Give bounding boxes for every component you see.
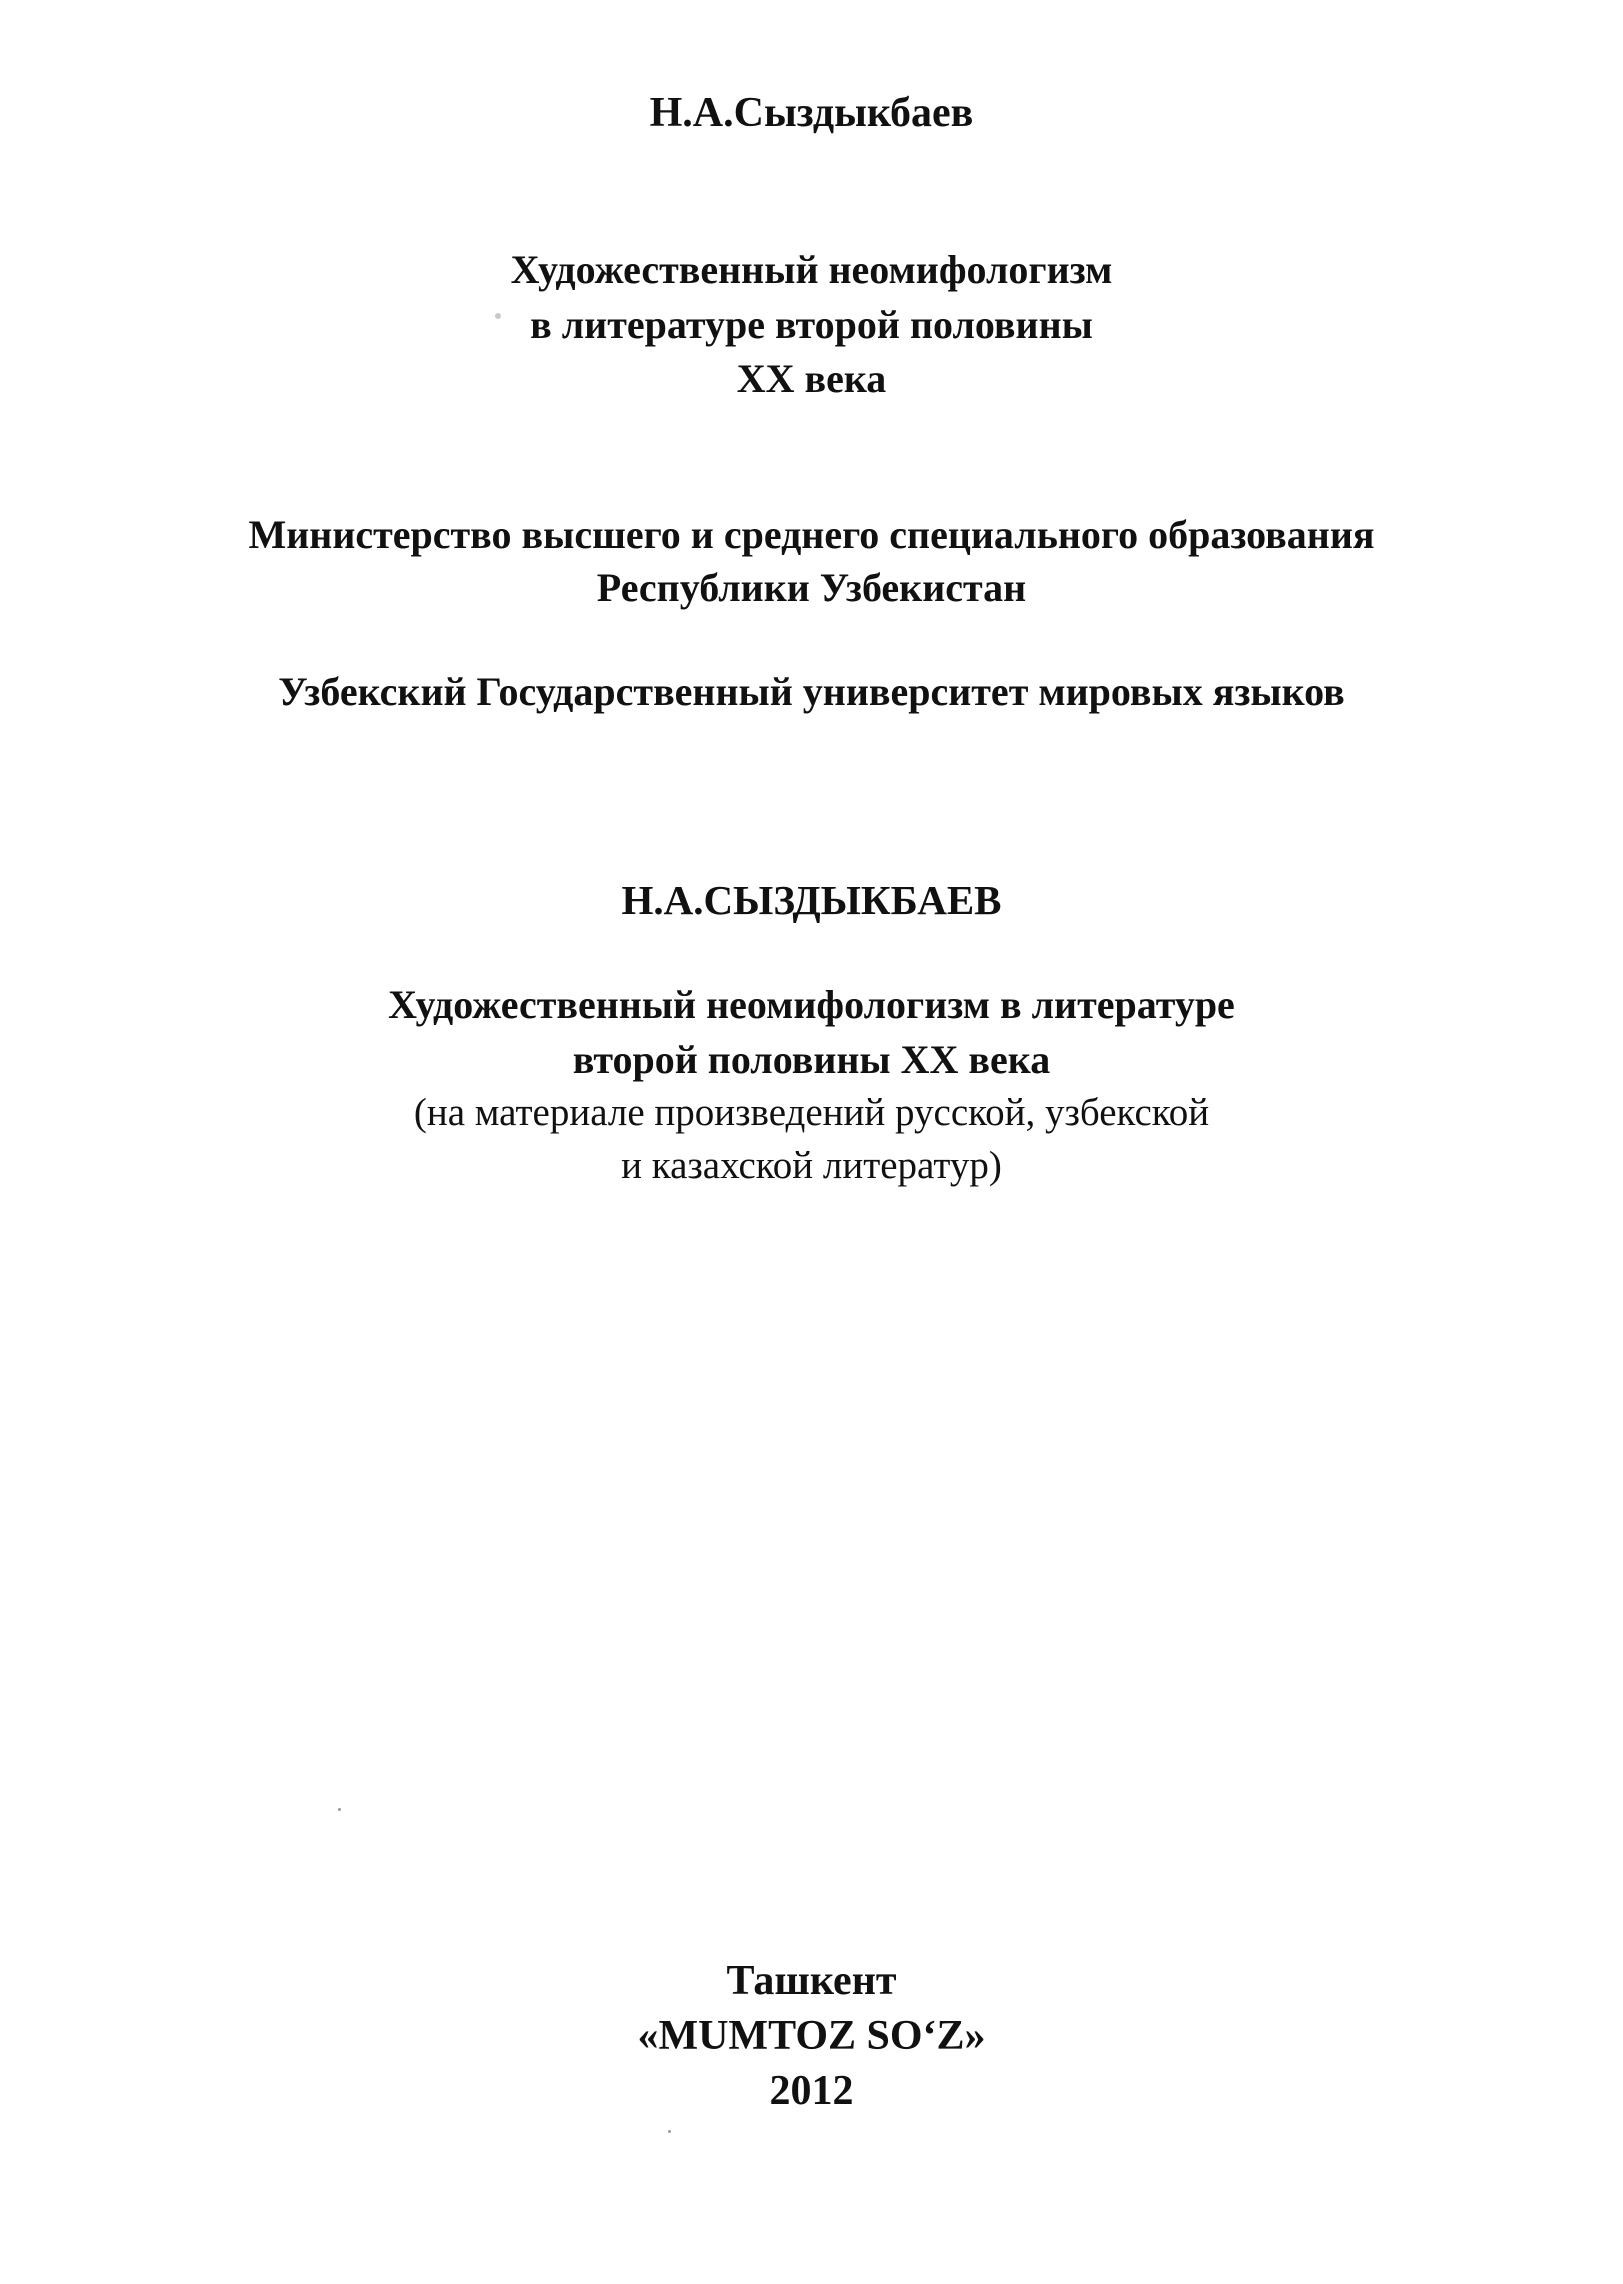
ministry-line-1: Министерство высшего и среднего специального образования bbox=[248, 512, 1375, 557]
university-name: Узбекский Государственный университет мировых языков bbox=[278, 669, 1345, 714]
main-title-line-1: Художественный неомифологизм в литературе bbox=[388, 982, 1235, 1027]
top-title-line-1: Художественный неомифологизм bbox=[510, 247, 1113, 292]
ministry-line-2: Республики Узбекистан bbox=[596, 565, 1027, 610]
top-title-line-3: XX века bbox=[736, 356, 887, 401]
imprint-year: 2012 bbox=[769, 2068, 854, 2114]
top-title-line-2: в литературе второй половины bbox=[530, 302, 1093, 347]
main-author-name: Н.А.СЫЗДЫКБАЕВ bbox=[621, 877, 1002, 923]
imprint-city: Ташкент bbox=[726, 1958, 897, 2004]
scan-speck bbox=[338, 1808, 341, 1811]
top-author-name: Н.А.Сыздыкбаев bbox=[649, 90, 974, 136]
scan-speck bbox=[668, 2130, 671, 2133]
main-title-line-2: второй половины XX века bbox=[572, 1037, 1051, 1082]
subtitle-line-1: (на материале произведений русской, узбекской bbox=[413, 1091, 1210, 1134]
scan-speck bbox=[495, 313, 501, 319]
subtitle-line-2: и казахской литератур) bbox=[621, 1144, 1002, 1187]
imprint-publisher: «MUMTOZ SO‘Z» bbox=[637, 2013, 986, 2059]
